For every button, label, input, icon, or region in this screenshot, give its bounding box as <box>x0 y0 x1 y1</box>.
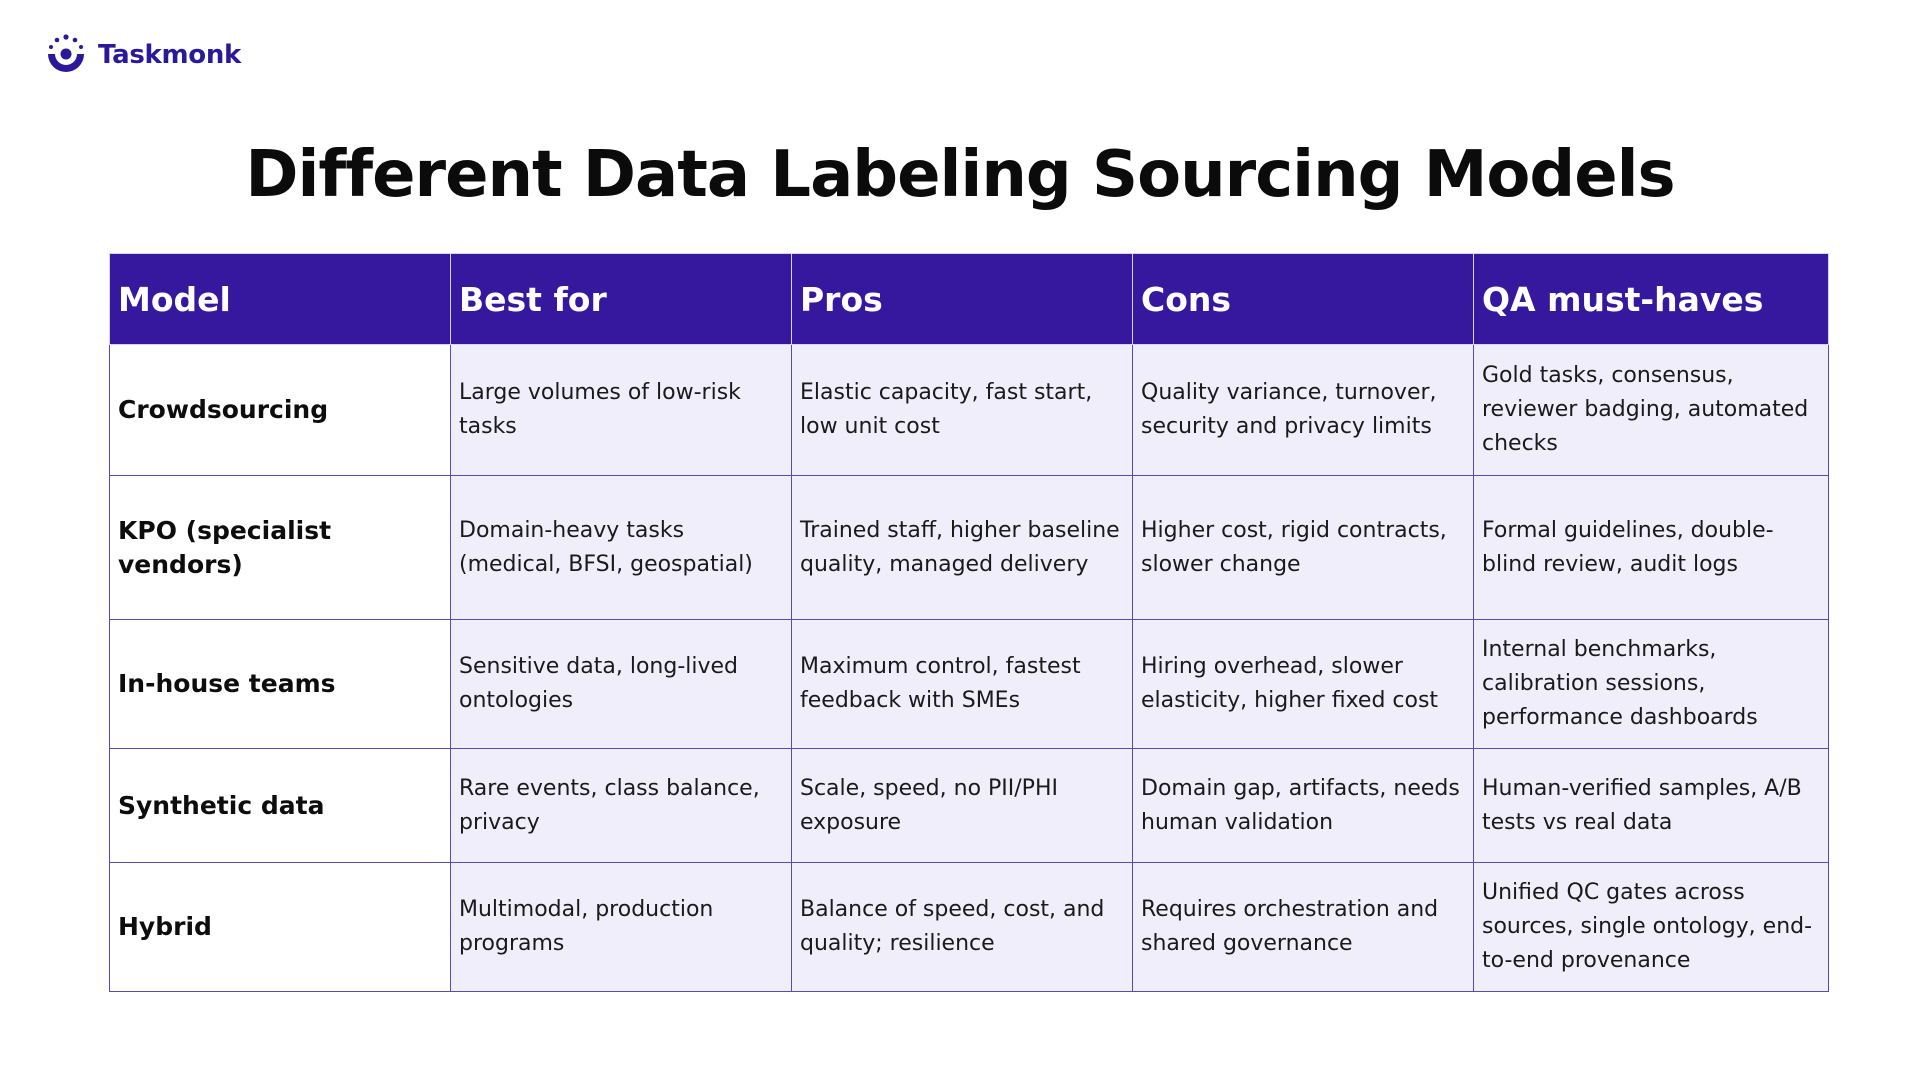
cons-cell: Domain gap, artifacts, needs human validation <box>1133 749 1474 863</box>
cons-cell: Quality variance, turnover, security and privacy limits <box>1133 345 1474 476</box>
qa-cell: Gold tasks, consensus, reviewer badging, automated checks <box>1474 345 1829 476</box>
best-for-cell: Domain-heavy tasks (medical, BFSI, geospatial) <box>451 476 792 620</box>
model-cell: Hybrid <box>110 863 451 992</box>
cons-cell: Higher cost, rigid contracts, slower change <box>1133 476 1474 620</box>
qa-cell: Formal guidelines, double-blind review, audit logs <box>1474 476 1829 620</box>
column-header-best-for: Best for <box>451 254 792 345</box>
qa-cell: Human-verified samples, A/B tests vs real data <box>1474 749 1829 863</box>
table-header-row <box>110 254 1829 345</box>
page-title: Different Data Labeling Sourcing Models <box>245 138 1675 212</box>
pros-cell: Scale, speed, no PII/PHI exposure <box>792 749 1133 863</box>
model-cell: Synthetic data <box>110 749 451 863</box>
model-cell: In-house teams <box>110 620 451 749</box>
qa-cell: Unified QC gates across sources, single ontology, end-to-end provenance <box>1474 863 1829 992</box>
brand-logo[interactable] <box>44 32 241 78</box>
column-header-cons: Cons <box>1133 254 1474 345</box>
column-header-pros: Pros <box>792 254 1133 345</box>
qa-cell: Internal benchmarks, calibration sessions, performance dashboards <box>1474 620 1829 749</box>
model-cell: Crowdsourcing <box>110 345 451 476</box>
cons-cell: Hiring overhead, slower elasticity, higher fixed cost <box>1133 620 1474 749</box>
pros-cell: Maximum control, fastest feedback with SMEs <box>792 620 1133 749</box>
table-row <box>110 476 1829 620</box>
pros-cell: Balance of speed, cost, and quality; resilience <box>792 863 1133 992</box>
pros-cell: Trained staff, higher baseline quality, managed delivery <box>792 476 1133 620</box>
best-for-cell: Large volumes of low-risk tasks <box>451 345 792 476</box>
pros-cell: Elastic capacity, fast start, low unit cost <box>792 345 1133 476</box>
monk-figure-icon <box>44 32 88 78</box>
brand-name: Taskmonk <box>98 40 242 70</box>
table-row <box>110 863 1829 992</box>
best-for-cell: Rare events, class balance, privacy <box>451 749 792 863</box>
cons-cell: Requires orchestration and shared governance <box>1133 863 1474 992</box>
table-row <box>110 749 1829 863</box>
table-row <box>110 345 1829 476</box>
sourcing-models-table <box>109 253 1829 992</box>
column-header-model: Model <box>110 254 451 345</box>
table-row <box>110 620 1829 749</box>
model-cell: KPO (specialist vendors) <box>110 476 451 620</box>
best-for-cell: Sensitive data, long-lived ontologies <box>451 620 792 749</box>
best-for-cell: Multimodal, production programs <box>451 863 792 992</box>
column-header-qa-must-haves: QA must-haves <box>1474 254 1829 345</box>
